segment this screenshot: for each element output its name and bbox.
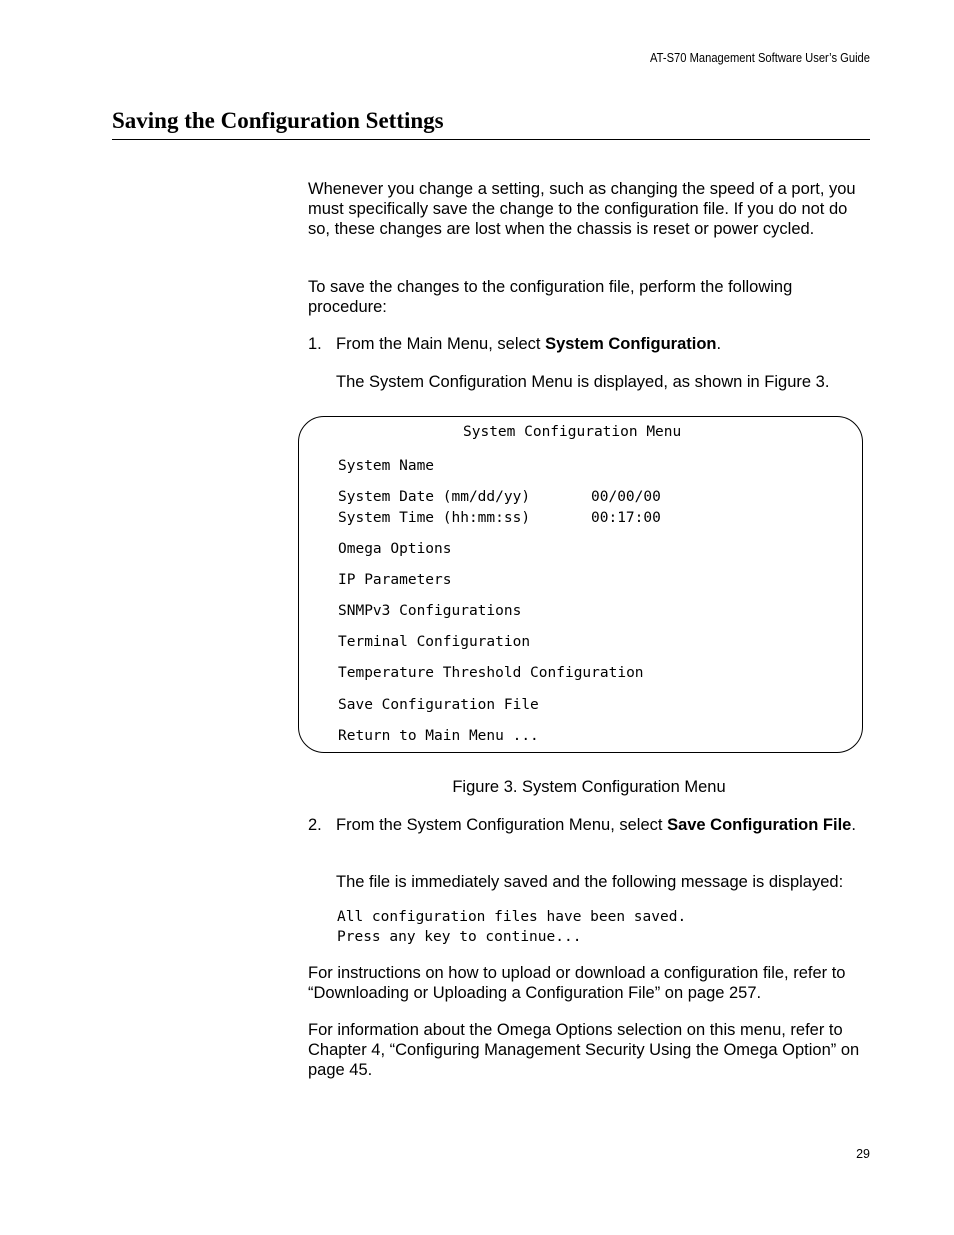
step-2-text-after: .: [851, 816, 856, 834]
step-1-text: [336, 334, 870, 354]
menu-item-snmpv3: SNMPv3 Configurations: [338, 603, 522, 619]
step-1-result: The System Configuration Menu is displayed, as shown in Figure 3.: [336, 373, 830, 391]
menu-item-return-to-main-menu: Return to Main Menu ...: [338, 728, 539, 744]
step-2-number: 2.: [308, 816, 322, 834]
menu-item-ip-parameters: IP Parameters: [338, 572, 452, 588]
figure-caption: Figure 3. System Configuration Menu: [452, 778, 726, 796]
step-2-text-before: From the System Configuration Menu, select: [336, 816, 668, 834]
step-1-text-after: .: [716, 335, 722, 353]
step-2-result: The file is immediately saved and the following message is displayed:: [336, 873, 844, 891]
system-date-value: 00/00/00: [591, 489, 661, 505]
step-1-menu-name: System Configuration: [545, 335, 717, 353]
page-number: 29: [856, 1147, 870, 1161]
terminal-menu-title: System Configuration Menu: [463, 424, 682, 440]
menu-item-system-name: System Name: [338, 458, 435, 474]
menu-item-system-date: System Date (mm/dd/yy): [338, 489, 531, 505]
step-2-text: [336, 815, 870, 835]
closing-paragraph-1: For instructions on how to upload or download a configuration file, refer to “Downloading or Uploading a Configuration File” on page 257.: [308, 964, 846, 1002]
menu-item-temperature-threshold: Temperature Threshold Configuration: [338, 665, 644, 681]
intro-paragraph-2: To save the changes to the configuration file, perform the following procedure:: [308, 278, 793, 316]
intro-paragraph-1: Whenever you change a setting, such as changing the speed of a port, you must specifically save the change to the configuration file. If you do not do so, these changes are lost when the chassis is reset or power cycled.: [308, 180, 856, 238]
menu-item-save-configuration-file: Save Configuration File: [338, 697, 539, 713]
step-2-menu-name: Save Configuration File: [667, 816, 852, 834]
saved-message-line-1: All configuration files have been saved.: [337, 909, 687, 925]
system-time-value: 00:17:00: [591, 510, 661, 526]
step-1-text-before: From the Main Menu, select: [336, 335, 546, 353]
section-title: Saving the Configuration Settings: [112, 108, 444, 133]
saved-message-line-2: Press any key to continue...: [337, 929, 582, 945]
closing-paragraph-2: For information about the Omega Options selection on this menu, refer to Chapter 4, “Configuring Management Security Using the Omega Option” on page 45.: [308, 1021, 860, 1079]
menu-item-omega-options: Omega Options: [338, 541, 452, 557]
title-rule: [112, 139, 870, 140]
menu-item-terminal-configuration: Terminal Configuration: [338, 634, 531, 650]
menu-item-system-time: System Time (hh:mm:ss): [338, 510, 531, 526]
running-header: AT-S70 Management Software User’s Guide: [650, 50, 870, 65]
step-1-number: 1.: [308, 335, 322, 353]
